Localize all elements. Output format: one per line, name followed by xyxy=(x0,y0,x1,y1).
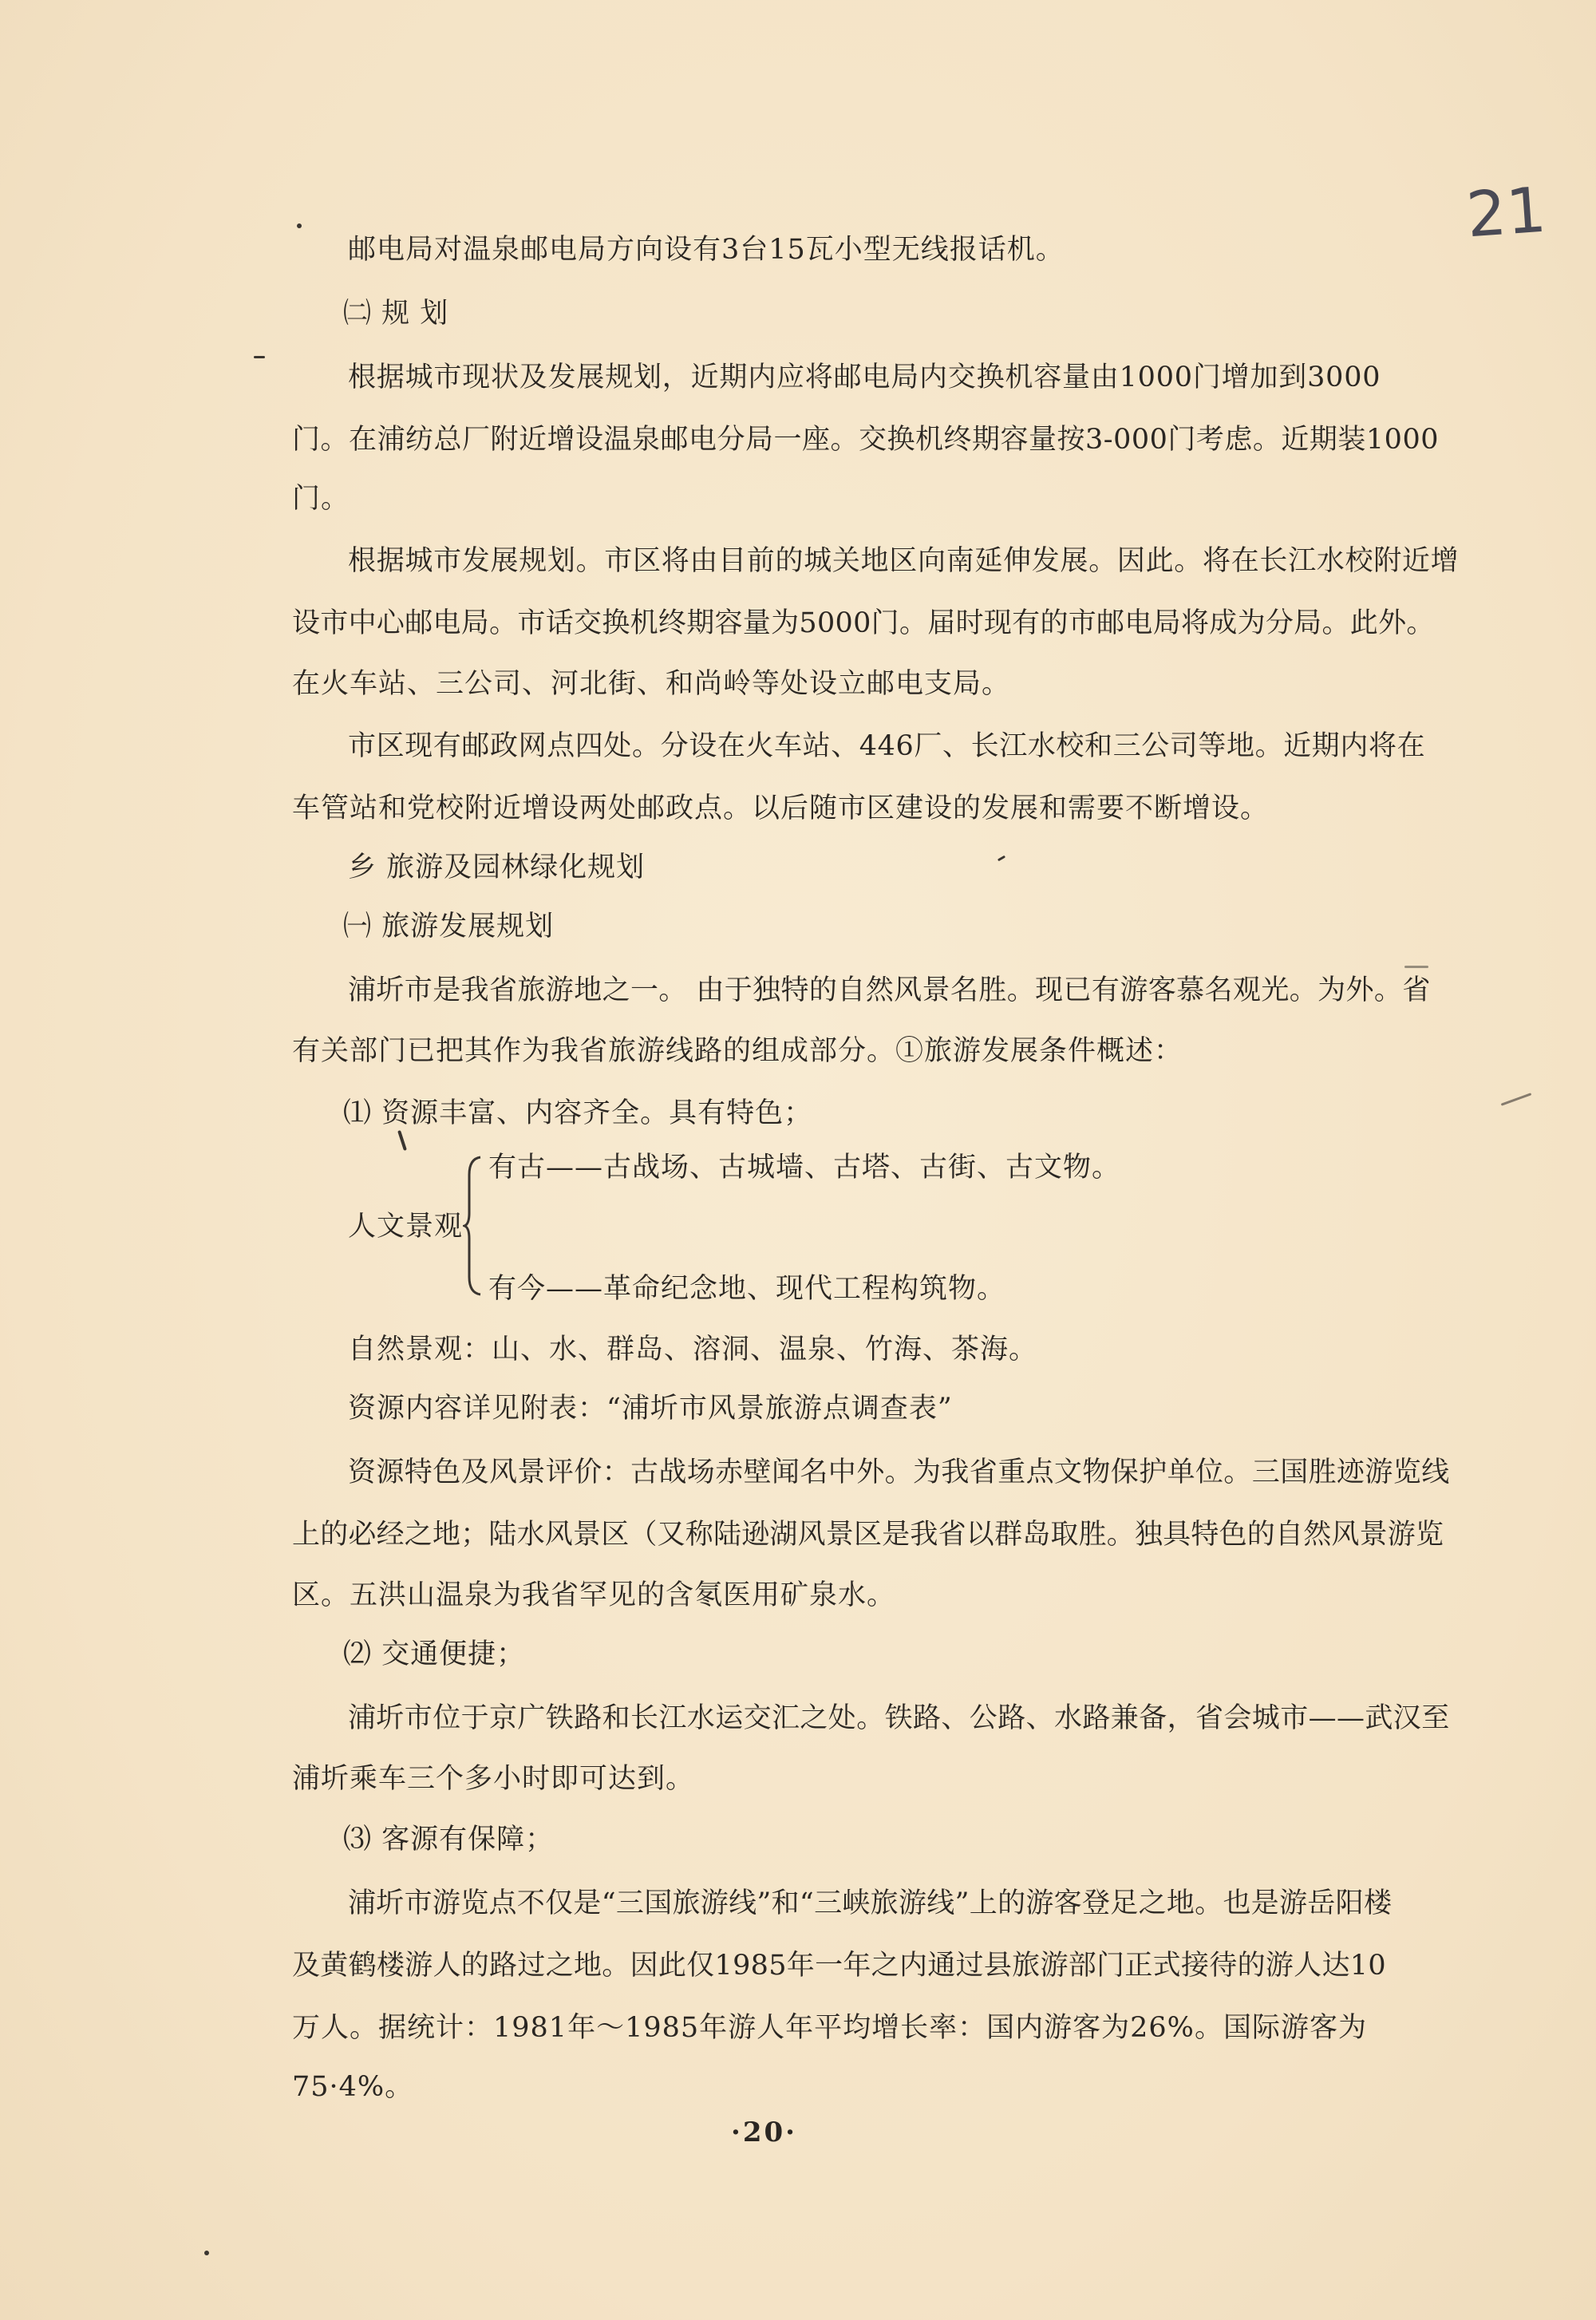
text-line: 有今——革命纪念地、现代工程构筑物。 xyxy=(488,1273,1006,1305)
text-line: 有古——古战场、古城墙、古塔、古街、古文物。 xyxy=(488,1152,1121,1184)
text-line: 市区现有邮政网点四处。分设在火车站、446厂、长江水校和三公司等地。近期内将在 xyxy=(348,730,1426,762)
ink-speck xyxy=(204,2251,209,2255)
text-line: 设市中心邮电局。市话交换机终期容量为5000门。届时现有的市邮电局将成为分局。此外。 xyxy=(292,607,1435,639)
section-heading: ㈠ 旅游发展规划 xyxy=(343,911,555,943)
list-item: ⑴ 资源丰富、内容齐全。具有特色； xyxy=(343,1097,813,1129)
text-line: 浦圻乘车三个多小时即可达到。 xyxy=(292,1763,695,1795)
text-line: 区。五洪山温泉为我省罕见的含氡医用矿泉水。 xyxy=(292,1579,896,1611)
list-item: ⑶ 客源有保障； xyxy=(343,1824,555,1856)
ink-speck xyxy=(1501,1093,1532,1106)
text-line: 车管站和党校附近增设两处邮政点。以后随市区建设的发展和需要不断增设。 xyxy=(292,792,1270,824)
text-line: 邮电局对温泉邮电局方向设有3台15瓦小型无线报话机。 xyxy=(348,234,1065,266)
text-line: 上的必经之地；陆水风景区（又称陆逊湖风景区是我省以群岛取胜。独具特色的自然风景游览 xyxy=(292,1519,1444,1551)
section-heading: 乡 旅游及园林绿化规划 xyxy=(348,852,646,883)
text-line: 有关部门已把其作为我省旅游线路的组成部分。①旅游发展条件概述： xyxy=(292,1035,1183,1067)
text-line: 浦圻市游览点不仅是“三国旅游线”和“三峡旅游线”上的游客登足之地。也是游岳阳楼 xyxy=(348,1887,1393,1919)
text-line: 万人。据统计：1981年～1985年游人年平均增长率：国内游客为26%。国际游客为 xyxy=(292,2012,1367,2044)
text-line: 及黄鹤楼游人的路过之地。因此仅1985年一年之内通过县旅游部门正式接待的游人达10 xyxy=(292,1950,1386,1982)
text-line: 门。在浦纺总厂附近增设温泉邮电分局一座。交换机终期容量按3-000门考虑。近期装1000 xyxy=(292,424,1439,456)
list-item: ⑵ 交通便捷； xyxy=(343,1638,526,1670)
category-label: 人文景观 xyxy=(348,1211,464,1243)
text-line: 根据城市发展规划。市区将由目前的城关地区向南延伸发展。因此。将在长江水校附近增 xyxy=(348,545,1460,577)
handwritten-page-number: 21 xyxy=(1464,174,1549,252)
ink-speck xyxy=(397,1130,407,1151)
ink-speck xyxy=(254,356,265,358)
text-line: 资源内容详见附表：“浦圻市风景旅游点调查表” xyxy=(348,1393,953,1425)
text-line: 75·4%。 xyxy=(292,2071,414,2103)
ink-speck xyxy=(297,223,302,228)
text-line: 自然景观：山、水、群岛、溶洞、温泉、竹海、茶海。 xyxy=(348,1334,1038,1366)
page-number: ·20· xyxy=(731,2116,797,2148)
section-heading: ㈡ 规 划 xyxy=(343,298,449,330)
text-line: 根据城市现状及发展规划，近期内应将邮电局内交换机容量由1000门增加到3000 xyxy=(348,362,1381,393)
text-line: 在火车站、三公司、河北街、和尚岭等处设立邮电支局。 xyxy=(292,668,1011,700)
text-line: 门。 xyxy=(292,483,350,515)
text-line: 浦圻市位于京广铁路和长江水运交汇之处。铁路、公路、水路兼备，省会城市——武汉至 xyxy=(348,1702,1450,1734)
text-line: 资源特色及风景评价：古战场赤壁闻名中外。为我省重点文物保护单位。三国胜迹游览线 xyxy=(348,1456,1450,1488)
brace-icon xyxy=(463,1156,484,1296)
ink-speck xyxy=(998,856,1005,862)
text-line: 浦圻市是我省旅游地之一。 由于独特的自然风景名胜。现已有游客慕名观光。为外。省 xyxy=(348,974,1431,1006)
ink-speck xyxy=(1404,966,1428,968)
